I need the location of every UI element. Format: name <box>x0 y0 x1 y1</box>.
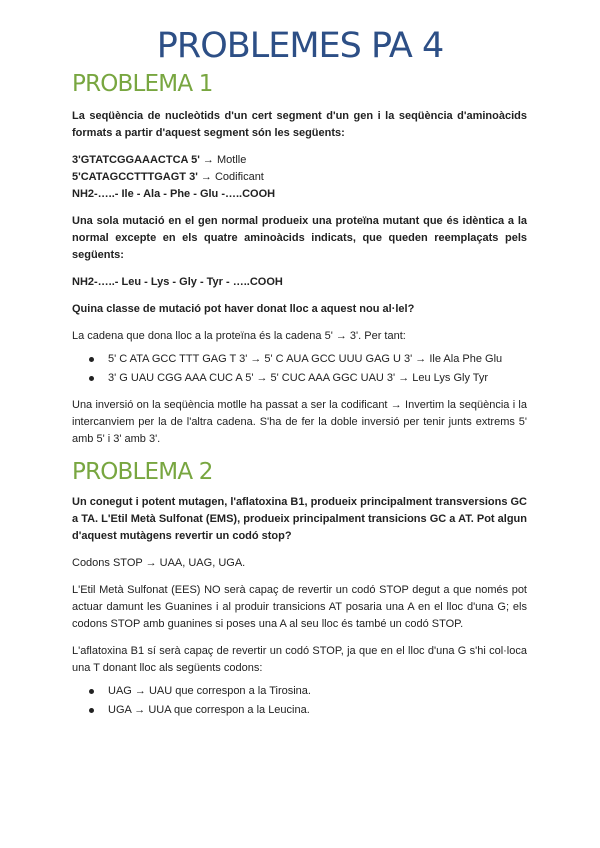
coding-sequence <box>72 169 527 186</box>
list-item: UGA → UUA que correspon a la Leucina. <box>72 702 527 719</box>
problema-1-bullet-list <box>72 351 527 387</box>
bullet-icon <box>89 357 94 362</box>
list-item: 3' G UAU CGG AAA CUC A 5' → 5' CUC AAA GGC UAU 3' → Leu Lys Gly Tyr <box>72 370 527 387</box>
problema-2-title: PROBLEMA 2 <box>72 459 213 485</box>
coding-sequence-label: → Codificant <box>200 171 264 183</box>
document-title: PROBLEMES PA 4 <box>156 26 444 66</box>
mutant-sequence: NH2-…..- Leu - Lys - Gly - Tyr - …..COOH <box>72 276 283 288</box>
bullet-icon <box>89 689 94 694</box>
sequence-block <box>72 152 527 203</box>
problema-2-bullet-list <box>72 683 527 719</box>
problema-1-title: PROBLEMA 1 <box>72 71 213 97</box>
template-sequence-label: → Motlle <box>202 154 247 166</box>
aflatoxin-explanation: L'aflatoxina B1 sí serà capaç de revertir un codó STOP, ja que en el lloc d'una G s'hi col·loca una T donant lloc als següents codons: <box>72 645 527 674</box>
bullet-icon <box>89 708 94 713</box>
answer-intro: La cadena que dona lloc a la proteïna és la cadena 5' → 3'. Per tant: <box>72 330 406 342</box>
problema-1-conclusion: Una inversió on la seqüència motlle ha passat a ser la codificant → Invertim la seqüència i la intercanviem per la de l'altra cadena. S'ha de fer la doble inversió per tenir junts extrems 5' amb 5' i 3' amb 3'. <box>72 399 527 445</box>
section-problema-1 <box>72 70 527 448</box>
problema-2-question: Un conegut i potent mutagen, l'aflatoxina B1, produeix principalment transversions GC a TA. L'Etil Metà Sulfonat (EMS), produeix principalment transicions GC a AT. Pot algun d'aquest mutàgens revertir un codó stop? <box>72 496 527 542</box>
problema-1-question: Quina classe de mutació pot haver donat lloc a aquest nou al·lel? <box>72 303 415 315</box>
list-item: UAG → UAU que correspon a la Tirosina. <box>72 683 527 700</box>
coding-sequence-code: 5'CATAGCCTTTGAGT 3' <box>72 171 198 183</box>
section-problema-2 <box>72 458 527 721</box>
template-sequence <box>72 152 527 169</box>
mutation-description: Una sola mutació en el gen normal produeix una proteïna mutant que és idèntica a la normal excepte en els quatre aminoàcids indicats, que queden reemplaçats pels següents: <box>72 215 527 261</box>
bullet-icon <box>89 376 94 381</box>
list-item: 5' C ATA GCC TTT GAG T 3' → 5' C AUA GCC UUU GAG U 3' → Ile Ala Phe Glu <box>72 351 527 368</box>
template-sequence-code: 3'GTATCGGAAACTCA 5' <box>72 154 200 166</box>
ems-explanation: L'Etil Metà Sulfonat (EES) NO serà capaç de revertir un codó STOP degut a que només pot actuar damunt les Guanines i al produir transicions AT posaria una A en el lloc d'una G; els codons STOP amb guanines si poses una A al seu lloc és també un codó STOP. <box>72 584 527 630</box>
stop-codons: Codons STOP → UAA, UAG, UGA. <box>72 557 246 569</box>
problema-1-intro: La seqüència de nucleòtids d'un cert segment d'un gen i la seqüència d'aminoàcids formats a partir d'aquest segment són les següents: <box>72 110 527 139</box>
protein-sequence: NH2-…..- Ile - Ala - Phe - Glu -…..COOH <box>72 188 276 200</box>
